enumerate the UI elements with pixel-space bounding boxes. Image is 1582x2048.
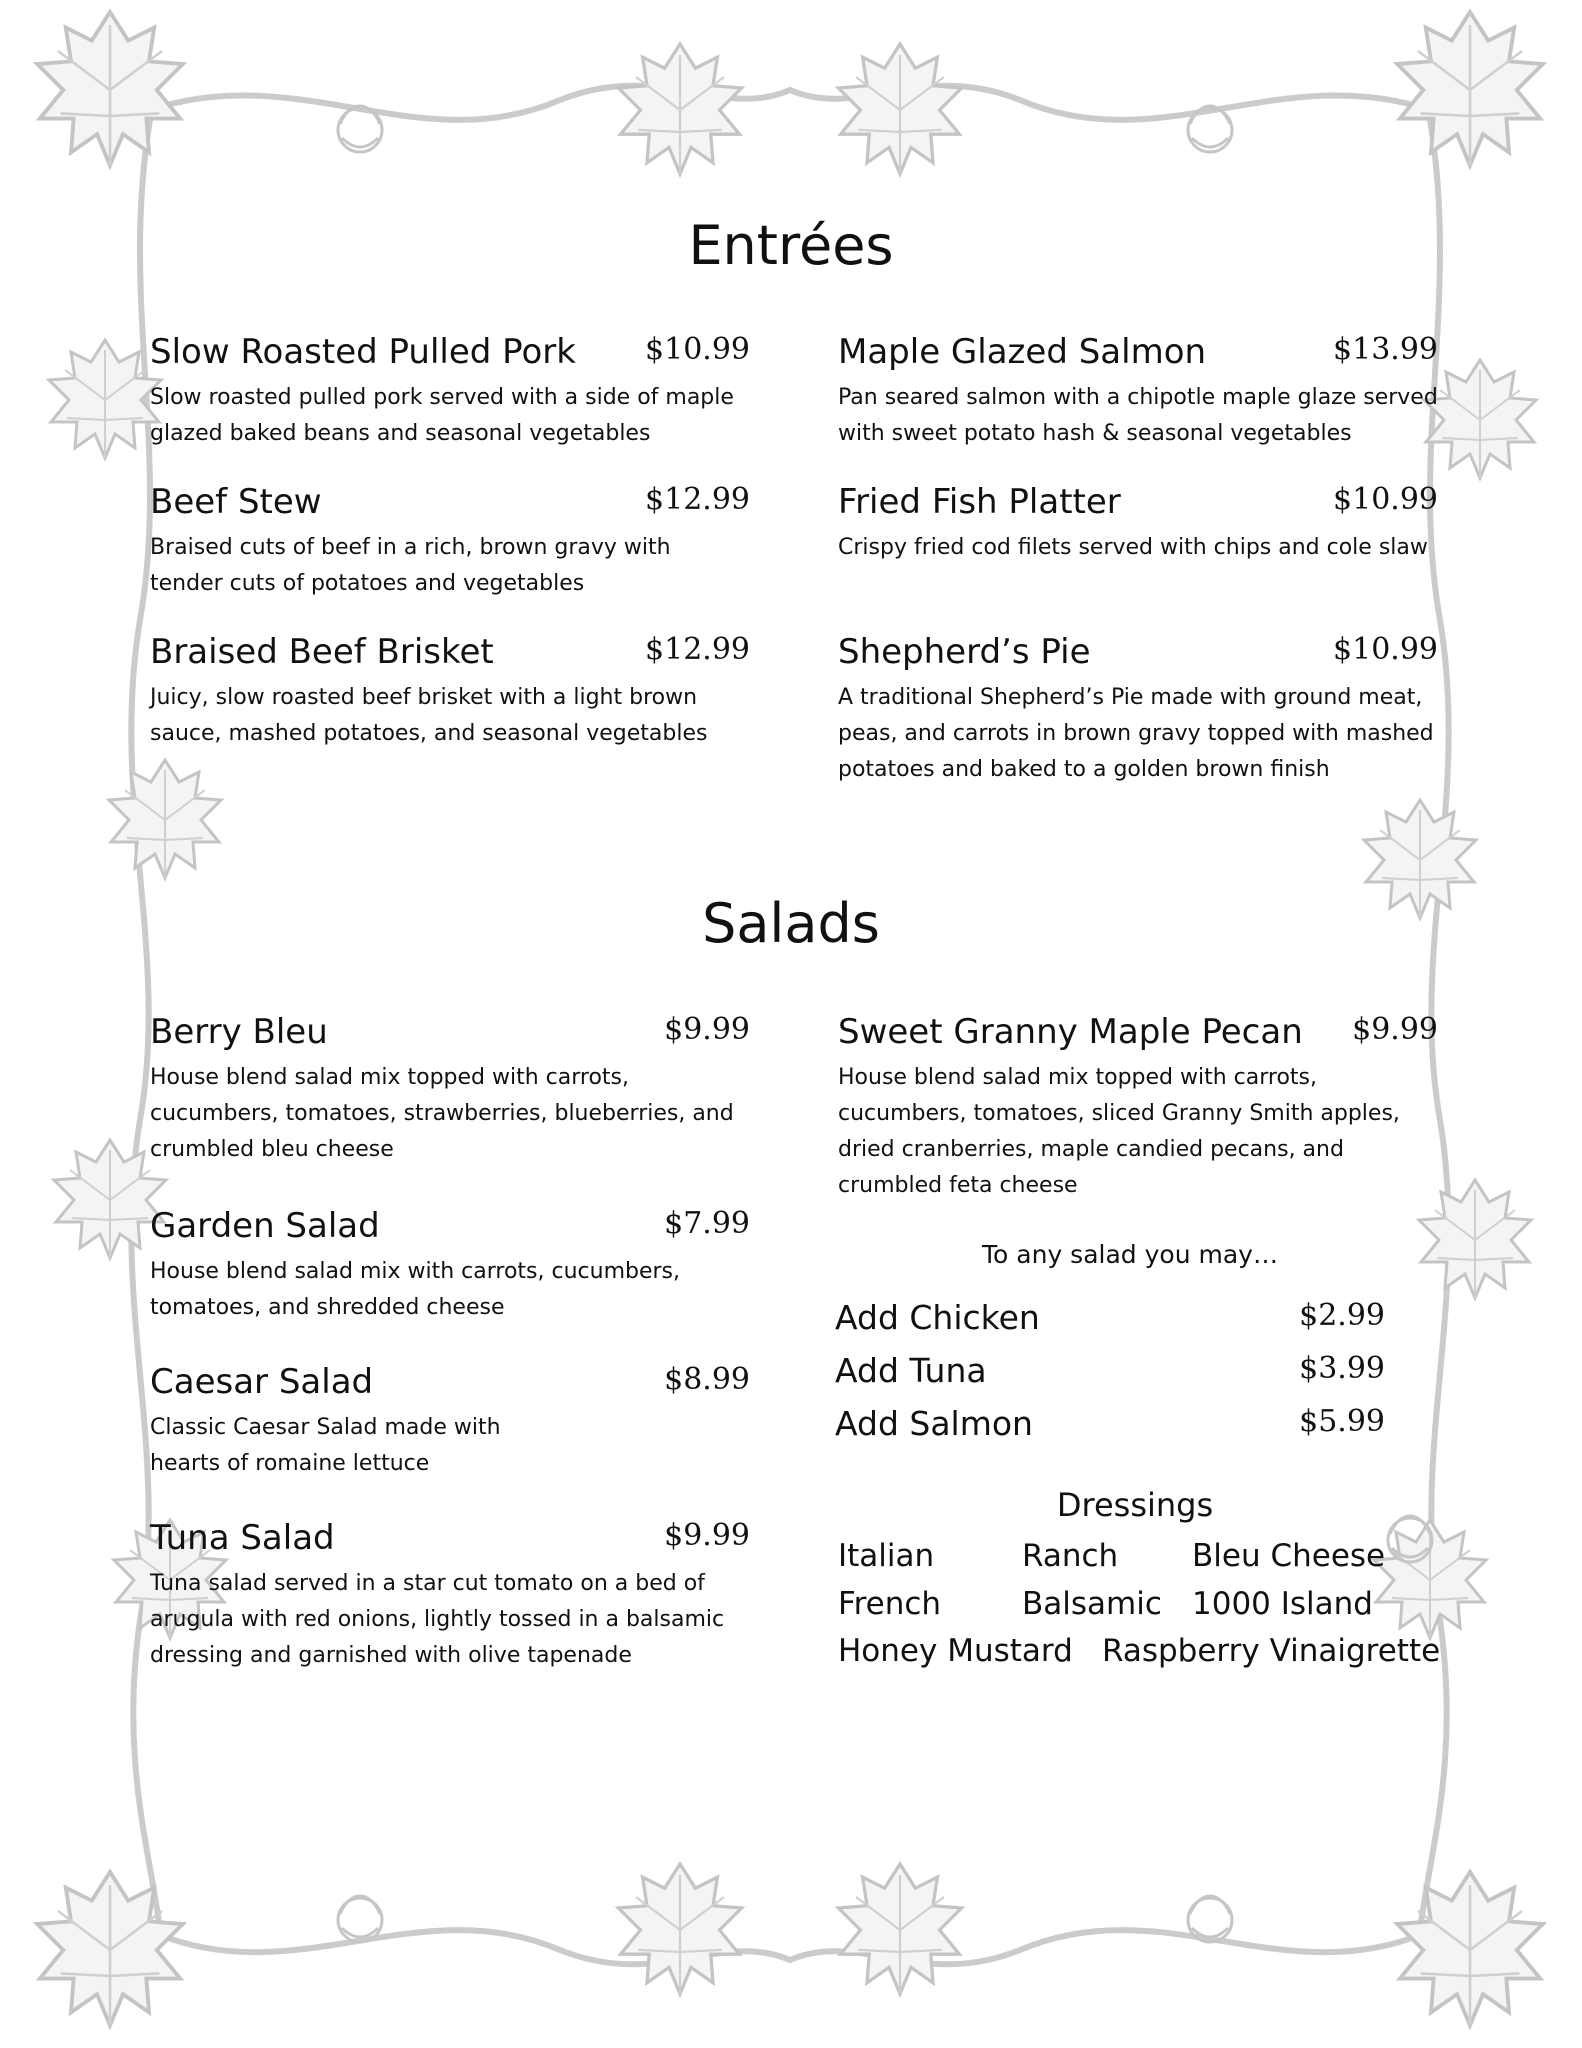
item-description: A traditional Shepherd’s Pie made with ground meat, peas, and carrots in brown gravy topped with mashed potatoes and baked to a golden brown finish — [838, 685, 1434, 782]
dressing-option: Italian — [838, 1538, 935, 1574]
dressing-option: Honey Mustard — [838, 1633, 1073, 1669]
item-price: $10.99 — [1333, 482, 1438, 517]
dressing-option: French — [838, 1586, 942, 1622]
dressing-option: 1000 Island — [1192, 1586, 1373, 1622]
item-description: Braised cuts of beef in a rich, brown gravy with tender cuts of potatoes and vegetables — [150, 535, 671, 596]
addon-row — [835, 1298, 1385, 1346]
item-price: $12.99 — [645, 482, 750, 517]
menu-item — [150, 1012, 750, 1168]
menu-item — [838, 632, 1438, 788]
item-name: Sweet Granny Maple Pecan — [838, 1012, 1303, 1052]
item-description: Pan seared salmon with a chipotle maple glaze served with sweet potato hash & seasonal vegetables — [838, 385, 1438, 446]
menu-item — [150, 482, 750, 602]
item-name: Braised Beef Brisket — [150, 632, 494, 672]
addon-price: $2.99 — [1299, 1298, 1385, 1333]
menu-item — [150, 632, 750, 752]
dressing-option: Raspberry Vinaigrette — [1102, 1633, 1441, 1669]
item-description: Tuna salad served in a star cut tomato on a bed of arugula with red onions, lightly tossed in a balsamic dressing and garnished with olive tapenade — [150, 1571, 725, 1668]
item-description: House blend salad mix topped with carrots, cucumbers, tomatoes, strawberries, blueberries, and crumbled bleu cheese — [150, 1065, 734, 1162]
item-description: Crispy fried cod filets served with chips and cole slaw — [838, 535, 1428, 560]
item-name: Tuna Salad — [150, 1518, 335, 1558]
dressing-option: Bleu Cheese — [1192, 1538, 1386, 1574]
menu-item — [150, 1518, 750, 1674]
item-name: Caesar Salad — [150, 1362, 374, 1402]
item-price: $10.99 — [645, 332, 750, 367]
menu-item — [150, 1362, 750, 1482]
menu-item — [150, 332, 750, 452]
addon-row — [835, 1351, 1385, 1399]
menu-item — [838, 1012, 1438, 1204]
dressing-option: Ranch — [1022, 1538, 1119, 1574]
item-price: $8.99 — [664, 1362, 750, 1397]
menu-item — [838, 332, 1438, 452]
addon-name: Add Tuna — [835, 1351, 987, 1390]
item-price: $9.99 — [1352, 1012, 1438, 1047]
item-name: Berry Bleu — [150, 1012, 328, 1052]
item-name: Slow Roasted Pulled Pork — [150, 332, 576, 372]
salads-heading: Salads — [702, 892, 880, 955]
addon-row — [835, 1404, 1385, 1452]
item-price: $9.99 — [664, 1518, 750, 1553]
item-name: Maple Glazed Salmon — [838, 332, 1207, 372]
item-description: Juicy, slow roasted beef brisket with a light brown sauce, mashed potatoes, and seasonal vegetables — [150, 685, 708, 746]
item-description: House blend salad mix with carrots, cucumbers, tomatoes, and shredded cheese — [150, 1259, 681, 1320]
item-description: Classic Caesar Salad made with hearts of romaine lettuce — [150, 1415, 501, 1476]
addon-name: Add Salmon — [835, 1404, 1033, 1443]
dressings-heading: Dressings — [1056, 1486, 1214, 1524]
addon-note: To any salad you may… — [982, 1240, 1278, 1269]
menu-item — [838, 482, 1438, 566]
addon-name: Add Chicken — [835, 1298, 1040, 1337]
item-name: Beef Stew — [150, 482, 322, 522]
item-name: Shepherd’s Pie — [838, 632, 1091, 672]
entrees-heading: Entrées — [688, 214, 894, 277]
item-price: $13.99 — [1333, 332, 1438, 367]
item-price: $12.99 — [645, 632, 750, 667]
item-price: $7.99 — [664, 1206, 750, 1241]
item-name: Garden Salad — [150, 1206, 380, 1246]
addon-price: $3.99 — [1299, 1351, 1385, 1386]
menu-item — [150, 1206, 750, 1326]
item-name: Fried Fish Platter — [838, 482, 1121, 522]
item-price: $9.99 — [664, 1012, 750, 1047]
dressing-option: Balsamic — [1022, 1586, 1162, 1622]
addon-price: $5.99 — [1299, 1404, 1385, 1439]
item-price: $10.99 — [1333, 632, 1438, 667]
item-description: Slow roasted pulled pork served with a side of maple glazed baked beans and seasonal vegetables — [150, 385, 734, 446]
item-description: House blend salad mix topped with carrots, cucumbers, tomatoes, sliced Granny Smith apples, dried cranberries, maple candied pecans, and crumbled feta cheese — [838, 1065, 1400, 1198]
